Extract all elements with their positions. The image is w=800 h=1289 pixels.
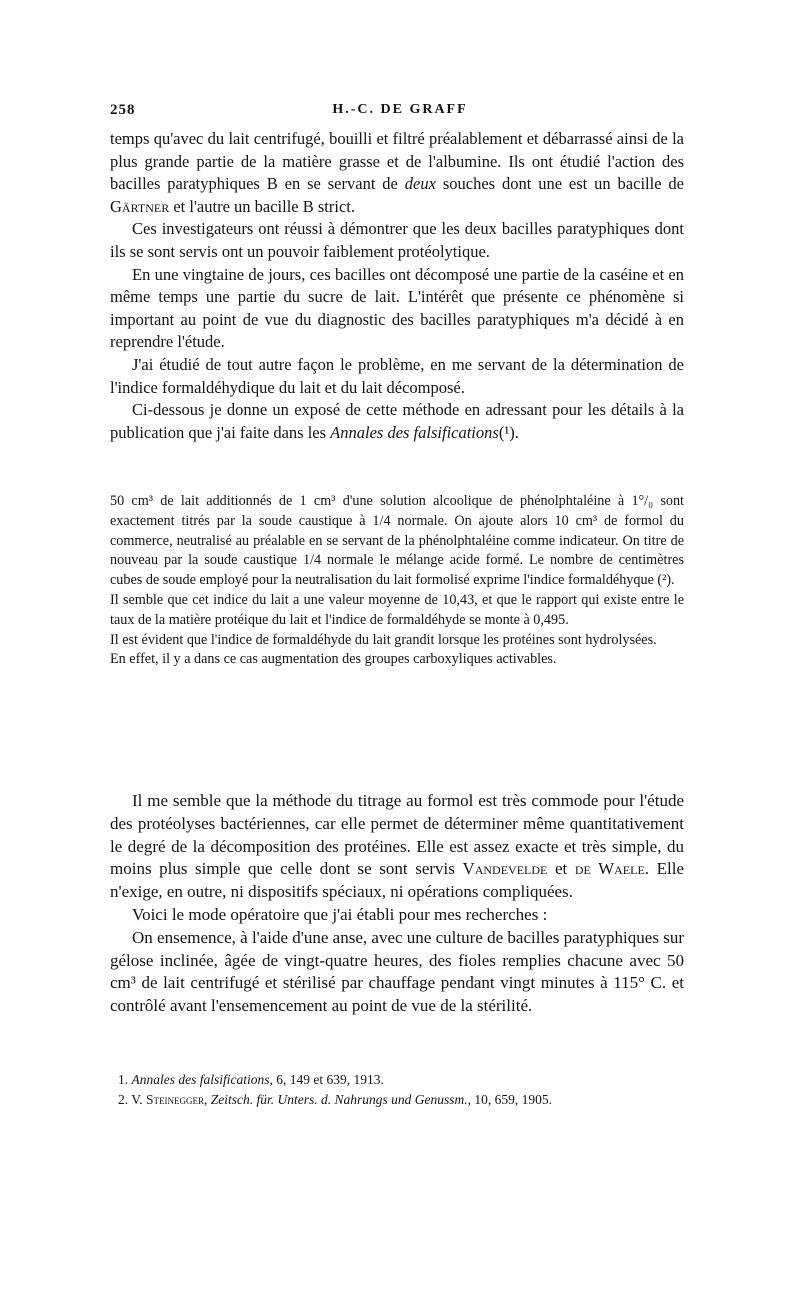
small-paragraph-4: En effet, il y a dans ce cas augmentation des groupes carboxyliques activables. [110,651,557,668]
footnote-1: 1. Annales des falsifications, 6, 149 et 639, 1913. [118,1072,384,1087]
paragraph-1: temps qu'avec du lait centrifugé, bouilli et filtré préalablement et débarrassé ainsi de la plus grande partie de la matière grasse et de l'albumine. Ils ont étudié l'action des bacilles paratyphiques B en se servant de deux souches dont une est un bacille de Gärtner et l'autre un bacille B strict. [110,129,684,216]
method-small-print [110,492,684,670]
main-text-upper [110,128,684,444]
page-number: 258 [110,102,136,118]
small-paragraph-2: Il semble que cet indice du lait a une valeur moyenne de 10,43, et que le rapport qui existe entre le taux de la matière protéique du lait et l'indice de formaldéhyde se monte à 0,495. [110,591,684,628]
main-text-lower [110,790,684,1018]
journal-title: Annales des falsifications [330,422,499,442]
footnote-2: 2. V. Steinegger, Zeitsch. für. Unters. d. Nahrungs und Genussm., 10, 659, 1905. [118,1092,553,1107]
paragraph-4: J'ai étudié de tout autre façon le problème, en me servant de la détermination de l'indice formaldéhydique du lait et du lait décomposé. [110,354,684,397]
footnotes [118,1070,698,1110]
running-head: H.-C. DE GRAFF [332,102,468,117]
paragraph-5: Ci-dessous je donne un exposé de cette méthode en adressant pour les détails à la publication que j'ai faite dans les Annales des falsifications(¹). [110,400,684,442]
emphasis-deux: deux [404,174,436,194]
author-name-de-waele: de Waele [574,859,645,879]
small-paragraph-3: Il est évident que l'indice de formaldéhyde du lait grandit lorsque les protéines sont hydrolysées. [110,631,657,648]
paragraph-3: En une vingtaine de jours, ces bacilles ont décomposé une partie de la caséine et en même temps une partie du sucre de lait. L'intérêt que présente ce phénomène si important au point de vue du diagnostic des bacilles paratyphiques m'a décidé à en reprendre l'étude. [110,264,684,352]
paragraph-8: On ensemence, à l'aide d'une anse, avec une culture de bacilles paratyphiques sur gélose inclinée, âgée de vingt-quatre heures, des fioles remplies chacune avec 50 cm³ de lait centrifugé et stérilisé par chauffage pendant vingt minutes à 115° C. et contrôlé avant l'ensemencement au point de vue de la stérilité. [110,927,684,1016]
paragraph-6: Il me semble que la méthode du titrage au formol est très commode pour l'étude des protéolyses bactériennes, car elle permet de déterminer même quantitativement le degré de la décomposition des protéines. Elle est assez exacte et très simple, du moins plus simple que celle dont se sont servis Vandevelde et de Waele. Elle n'exige, en outre, ni dispositifs spéciaux, ni opérations compliquées. [110,791,684,902]
small-paragraph-1: 50 cm³ de lait additionnés de 1 cm³ d'une solution alcoolique de phénolphtaléine à 1°/₀ sont exactement titrés par la soude caustique à 1/4 normale. On ajoute alors 10 cm³ de formol du commerce, neutralisé au préalable en se servant de la phénolphtaléine comme indicateur. On titre de nouveau par la soude caustique 1/4 normale le mélange acide formé. Le nombre de centimètres cubes de soude employé pour la neutralisation du lait formolisé exprime l'indice formaldéhyque (²). [110,493,684,589]
paragraph-2: Ces investigateurs ont réussi à démontrer que les deux bacilles paratyphiques dont ils se sont servis ont un pouvoir faiblement protéolytique. [110,219,684,261]
author-name-gartner: Gärtner [110,196,170,216]
paragraph-7: Voici le mode opératoire que j'ai établi pour mes recherches : [132,904,548,924]
author-name-vandevelde: Vandevelde [462,859,548,879]
footnote-ref-1: (¹). [498,422,519,442]
